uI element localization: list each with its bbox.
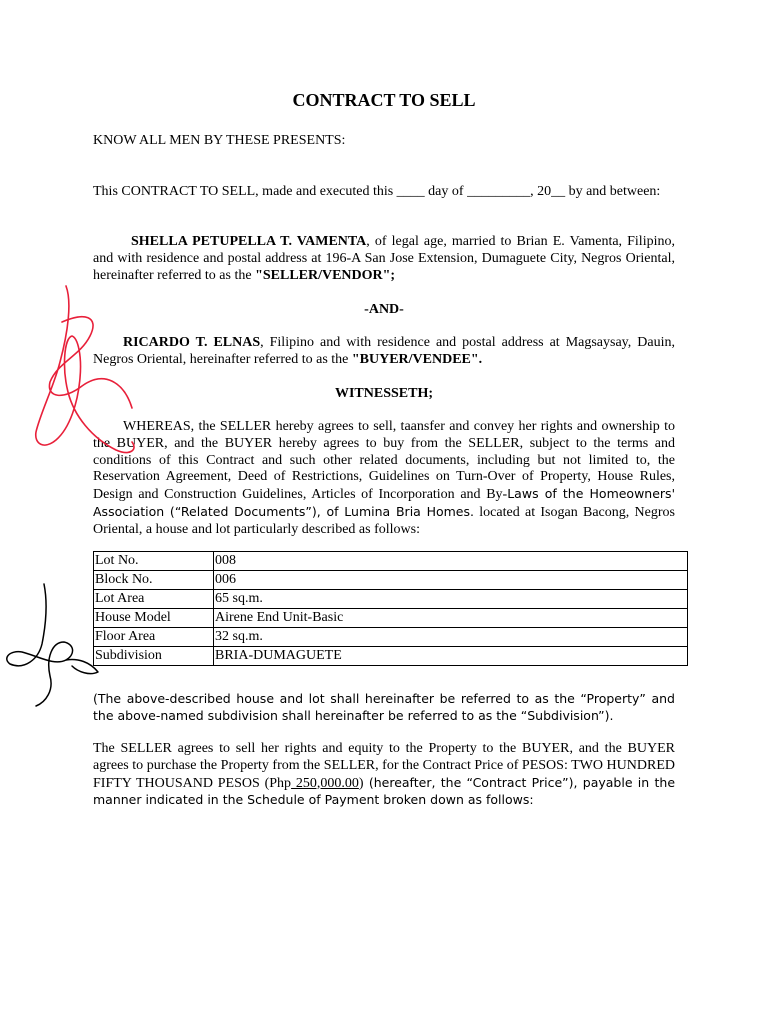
table-row <box>94 552 688 571</box>
seller-role: "SELLER/VENDOR"; <box>255 267 396 283</box>
table-value-cell: 65 sq.m. <box>214 590 688 609</box>
table-label-cell: Floor Area <box>94 628 214 647</box>
intro-line: KNOW ALL MEN BY THESE PRESENTS: <box>93 133 346 148</box>
whereas-text-c: located at Isogan Bacong, Negros Oriental, a house and lot particularly described as follows: <box>93 504 675 537</box>
property-details-table <box>93 551 688 666</box>
table-row <box>94 609 688 628</box>
and-separator: -AND- <box>364 302 404 317</box>
whereas-text-b: Laws of the Homeowners' Association (“Related Documents”), of Lumina Bria Homes. <box>93 486 676 519</box>
table-row <box>94 628 688 647</box>
price-text-b: ) <box>358 775 364 791</box>
price-amount: 250,000.00 <box>291 775 359 791</box>
table-value-cell: Airene End Unit-Basic <box>214 609 688 628</box>
whereas-text-a: WHEREAS, the SELLER hereby agrees to sell, taansfer and convey her rights and ownership to the BUYER, and the BUYER hereby agrees to buy from the SELLER, subject to the terms and conditions of this Contract and such other related documents, including but not limited to, the Reservation Agreement, Deed of Restrictions, Guidelines on Turn-Over of Property, House Rules, Design and Construction Guidelines, Articles of Incorporation and By- <box>93 419 675 503</box>
black-signature <box>2 580 102 710</box>
table-label-cell: Lot No. <box>94 552 214 571</box>
table-label-cell: House Model <box>94 609 214 628</box>
seller-details: , of legal age, married to Brian E. Vamenta, Filipino, and with residence and postal address at 196-A San Jose Extension, Dumaguete City, Negros Oriental, hereinafter referred to as the <box>93 234 675 283</box>
table-row <box>94 571 688 590</box>
price-text-a: The SELLER agrees to sell her rights and equity to the Property to the BUYER, and the BUYER agrees to purchase the Property from the SELLER, for the Contract Price of PESOS: TWO HUNDRED FIFTY THOUSAND PESOS (Php <box>93 741 675 791</box>
buyer-details: , Filipino and with residence and postal address at Magsaysay, Dauin, Negros Oriental, hereinafter referred to as the <box>93 335 675 367</box>
seller-name: SHELLA PETUPELLA T. VAMENTA <box>131 234 367 249</box>
seller-paragraph <box>93 234 675 284</box>
document-title: CONTRACT TO SELL <box>292 90 476 110</box>
table-row <box>94 647 688 666</box>
table-label-cell: Subdivision <box>94 647 214 666</box>
price-paragraph <box>93 741 675 810</box>
table-value-cell: 008 <box>214 552 688 571</box>
table-label-cell: Block No. <box>94 571 214 590</box>
table-label-cell: Lot Area <box>94 590 214 609</box>
opening-paragraph: This CONTRACT TO SELL, made and executed this ____ day of _________, 20__ by and between: <box>93 184 661 199</box>
table-value-cell: BRIA-DUMAGUETE <box>214 647 688 666</box>
witnesseth-heading: WITNESSETH; <box>334 386 434 401</box>
table-value-cell: 32 sq.m. <box>214 628 688 647</box>
table-value-cell: 006 <box>214 571 688 590</box>
buyer-name: RICARDO T. ELNAS <box>123 335 261 350</box>
property-note: (The above-described house and lot shall hereinafter be referred to as the “Property” and the above-named subdivision shall hereinafter be referred to as the “Subdivision”). <box>93 691 675 723</box>
buyer-role: "BUYER/VENDEE". <box>351 351 483 367</box>
table-row <box>94 590 688 609</box>
buyer-paragraph <box>93 335 675 369</box>
whereas-paragraph <box>93 419 675 539</box>
price-text-c: (hereafter, the “Contract Price”), payable in the manner indicated in the Schedule of Payment broken down as follows: <box>93 774 676 808</box>
